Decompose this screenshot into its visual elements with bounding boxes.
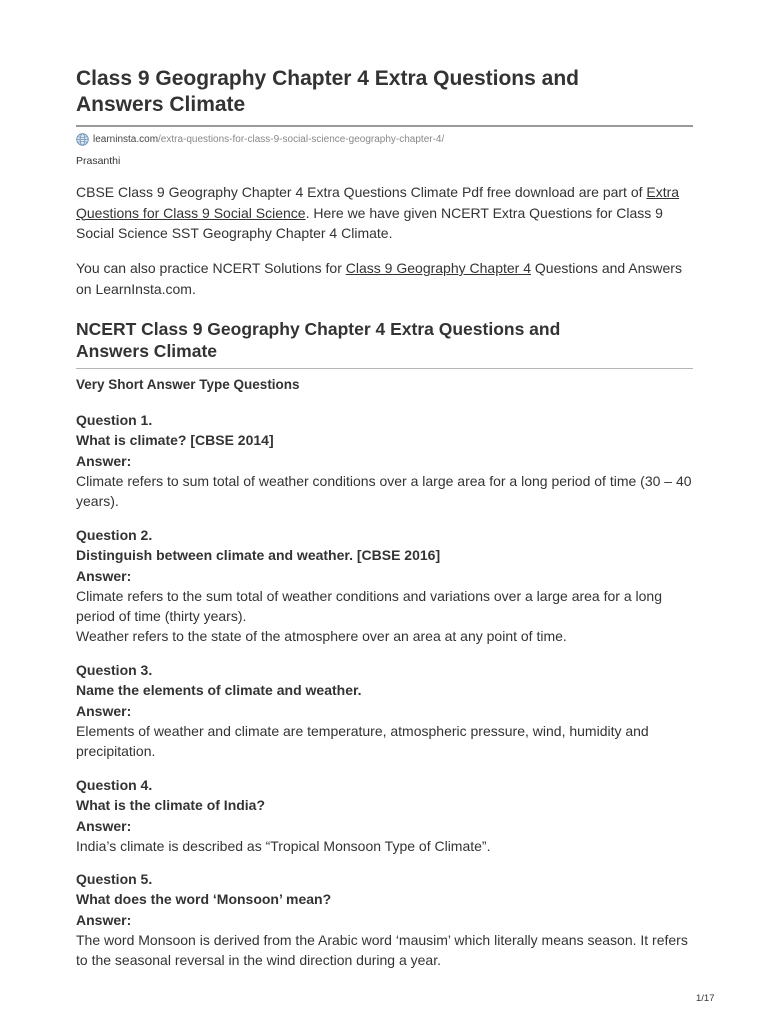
section-divider [76, 368, 693, 369]
section-heading-line-2: Answers Climate [76, 341, 218, 361]
question-label: Question 2. [76, 527, 153, 543]
question-text: What does the word ‘Monsoon’ mean? [76, 891, 332, 908]
answer-text-2: Weather refers to the state of the atmosphere over an area at any point of time. [76, 628, 567, 645]
title-divider [76, 125, 693, 127]
page-title [76, 66, 693, 118]
source-path[interactable]: /extra-questions-for-class-9-social-science-geography-chapter-4/ [158, 133, 445, 145]
answer-text: India’s climate is described as “Tropical Monsoon Type of Climate”. [76, 837, 491, 854]
page-title-line-1: Class 9 Geography Chapter 4 Extra Questions and [76, 67, 579, 90]
answer-text: The word Monsoon is derived from the Arabic word ‘mausim’ which literally means season. It refers to the seasonal reversal in the wind direction during a year. [76, 931, 688, 969]
answer-label: Answer: [76, 702, 132, 719]
question-text: What is climate? [CBSE 2014] [76, 432, 274, 449]
question-label: Question 3. [76, 662, 153, 678]
intro-paragraph-1 [76, 182, 693, 244]
source-url[interactable] [76, 131, 444, 147]
answer-text: Elements of weather and climate are temperature, atmospheric pressure, wind, humidity and precipitation. [76, 722, 649, 760]
answer-text: Climate refers to sum total of weather conditions over a large area for a long period of time (30 – 40 years). [76, 472, 692, 510]
question-text: Name the elements of climate and weather. [76, 682, 362, 699]
question-label: Question 4. [76, 777, 153, 793]
question-block-3 [76, 660, 693, 761]
chapter-4-link[interactable]: Class 9 Geography Chapter 4 [345, 260, 531, 276]
answer-label: Answer: [76, 567, 132, 584]
intro-text-2b: Questions and Answers on LearnInsta.com. [76, 260, 682, 297]
page-number: 1/17 [696, 993, 715, 1004]
question-label: Question 1. [76, 412, 153, 428]
extra-questions-link[interactable]: Extra Questions for Class 9 Social Science [76, 184, 680, 221]
intro-text-1a: CBSE Class 9 Geography Chapter 4 Extra Questions Climate Pdf free download are part of [76, 184, 647, 200]
intro-text-1b: . Here we have given NCERT Extra Questions for Class 9 Social Science SST Geography Chapter 4 Climate. [76, 204, 663, 241]
question-block-1 [76, 410, 693, 511]
subheading: Very Short Answer Type Questions [76, 377, 300, 392]
question-text: What is the climate of India? [76, 797, 266, 814]
author-name: Prasanthi [76, 155, 121, 167]
question-text: Distinguish between climate and weather. [CBSE 2016] [76, 547, 441, 564]
answer-label: Answer: [76, 817, 132, 834]
intro-text-2a: You can also practice NCERT Solutions for [76, 260, 346, 276]
section-heading-line-1: NCERT Class 9 Geography Chapter 4 Extra Questions and [76, 319, 561, 339]
page-title-line-2: Answers Climate [76, 93, 246, 116]
globe-icon [76, 133, 89, 146]
answer-label: Answer: [76, 911, 132, 928]
source-domain[interactable]: learninsta.com [93, 133, 159, 145]
answer-label: Answer: [76, 452, 132, 469]
question-block-4 [76, 775, 693, 856]
section-heading [76, 318, 693, 362]
question-block-5 [76, 869, 693, 970]
answer-text: Climate refers to the sum total of weather conditions and variations over a large area for a long period of time (thirty years). [76, 587, 662, 625]
intro-paragraph-2 [76, 258, 693, 299]
question-block-2 [76, 525, 693, 647]
question-label: Question 5. [76, 871, 153, 887]
